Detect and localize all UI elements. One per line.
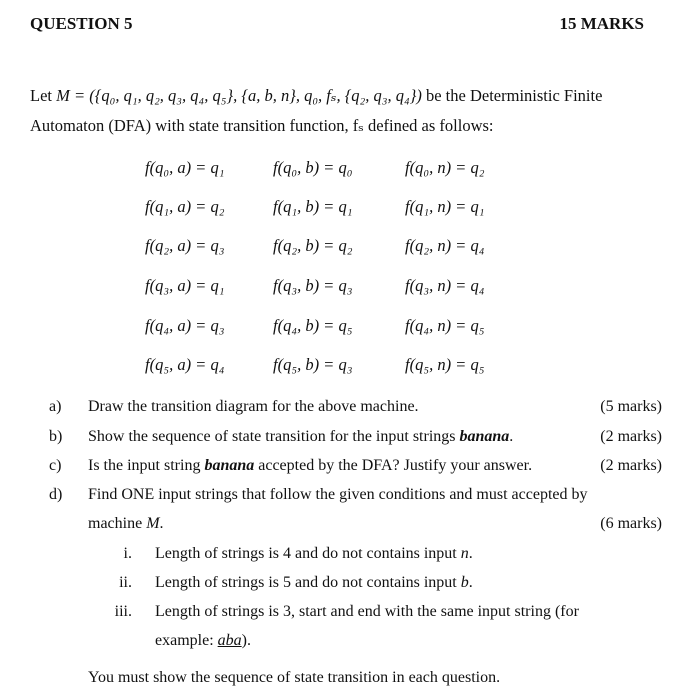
- question-c-prefix: Is the input string: [88, 457, 205, 474]
- transition-cell: f(q₀, a) = q₁: [145, 158, 225, 177]
- question-a-marks: (5 marks): [600, 398, 662, 415]
- transition-cell: f(q₂, b) = q₂: [273, 236, 353, 255]
- question-c-text: [88, 457, 532, 475]
- question-b-prefix: Show the sequence of state transition for the input strings: [88, 428, 460, 445]
- subquestion-suffix: .: [468, 545, 473, 562]
- transition-cell: f(q₄, n) = q₅: [405, 316, 485, 335]
- transition-cell: f(q₃, b) = q₃: [273, 276, 353, 295]
- question-b-label: b): [49, 428, 63, 445]
- subquestion-prefix: example:: [155, 632, 218, 649]
- subquestion-text: [155, 545, 473, 563]
- footer-instruction: You must show the sequence of state transition in each question.: [88, 669, 501, 686]
- transition-cell: f(q₁, a) = q₂: [145, 197, 225, 216]
- question-c-emphasis: banana: [204, 457, 255, 474]
- question-c-marks: (2 marks): [600, 457, 662, 474]
- transition-cell: f(q₅, a) = q₄: [145, 355, 225, 374]
- subquestion-suffix: .: [468, 574, 473, 591]
- question-d-suffix: .: [159, 515, 164, 532]
- transition-cell: f(q₅, n) = q₅: [405, 355, 485, 374]
- subquestion-label: ii.: [119, 574, 132, 591]
- question-d-marks: (6 marks): [600, 515, 662, 532]
- question-c-label: c): [49, 457, 62, 474]
- question-a-label: a): [49, 398, 62, 415]
- transition-cell: f(q₁, b) = q₁: [273, 197, 353, 216]
- question-total-marks: 15 MARKS: [559, 14, 644, 33]
- subquestion-var: b: [460, 574, 469, 591]
- intro-line-1: [30, 86, 602, 106]
- question-a-text: Draw the transition diagram for the above machine.: [88, 398, 419, 415]
- transition-cell: f(q₅, b) = q₃: [273, 355, 353, 374]
- question-d-line-1: Find ONE input strings that follow the given conditions and must accepted by: [88, 486, 588, 503]
- subquestion-var: n: [460, 545, 469, 562]
- question-b-marks: (2 marks): [600, 428, 662, 445]
- subquestion-text-line-1: Length of strings is 3, start and end with the same input string (for: [155, 603, 579, 620]
- subquestion-prefix: Length of strings is 5 and do not contains input: [155, 574, 461, 591]
- question-title: QUESTION 5: [30, 14, 133, 33]
- transition-cell: f(q₃, a) = q₁: [145, 276, 225, 295]
- subquestion-example: aba: [217, 632, 242, 649]
- question-b-text: [88, 428, 513, 446]
- subquestion-text: [155, 574, 473, 592]
- subquestion-suffix: ).: [241, 632, 251, 649]
- subquestion-text-line-2: [155, 632, 251, 650]
- transition-cell: f(q₃, n) = q₄: [405, 276, 485, 295]
- intro-line-2: Automaton (DFA) with state transition function, fₛ defined as follows:: [30, 116, 494, 135]
- transition-cell: f(q₀, n) = q₂: [405, 158, 485, 177]
- transition-cell: f(q₀, b) = q₀: [273, 158, 353, 177]
- dfa-tuple: = ({q₀, q₁, q₂, q₃, q₄, q₅}, {a, b, n}, q₀, fₛ, {q₂, q₃, q₄}): [69, 86, 422, 105]
- question-d-machine: M: [146, 515, 160, 532]
- subquestion-label: iii.: [114, 603, 132, 620]
- question-c-suffix: accepted by the DFA? Justify your answer.: [254, 457, 533, 474]
- transition-cell: f(q₂, n) = q₄: [405, 236, 485, 255]
- transition-cell: f(q₄, b) = q₅: [273, 316, 353, 335]
- machine-symbol: M: [56, 86, 70, 105]
- intro-suffix: be the Deterministic Finite: [421, 86, 603, 105]
- question-d-line-2: [88, 515, 164, 533]
- transition-cell: f(q₁, n) = q₁: [405, 197, 485, 216]
- transition-cell: f(q₂, a) = q₃: [145, 236, 225, 255]
- question-d-label: d): [49, 486, 63, 503]
- transition-cell: f(q₄, a) = q₃: [145, 316, 225, 335]
- question-b-emphasis: banana: [459, 428, 510, 445]
- subquestion-label: i.: [123, 545, 132, 562]
- question-b-suffix: .: [509, 428, 514, 445]
- intro-prefix: Let: [30, 86, 57, 105]
- question-d-prefix: machine: [88, 515, 147, 532]
- subquestion-prefix: Length of strings is 4 and do not contains input: [155, 545, 461, 562]
